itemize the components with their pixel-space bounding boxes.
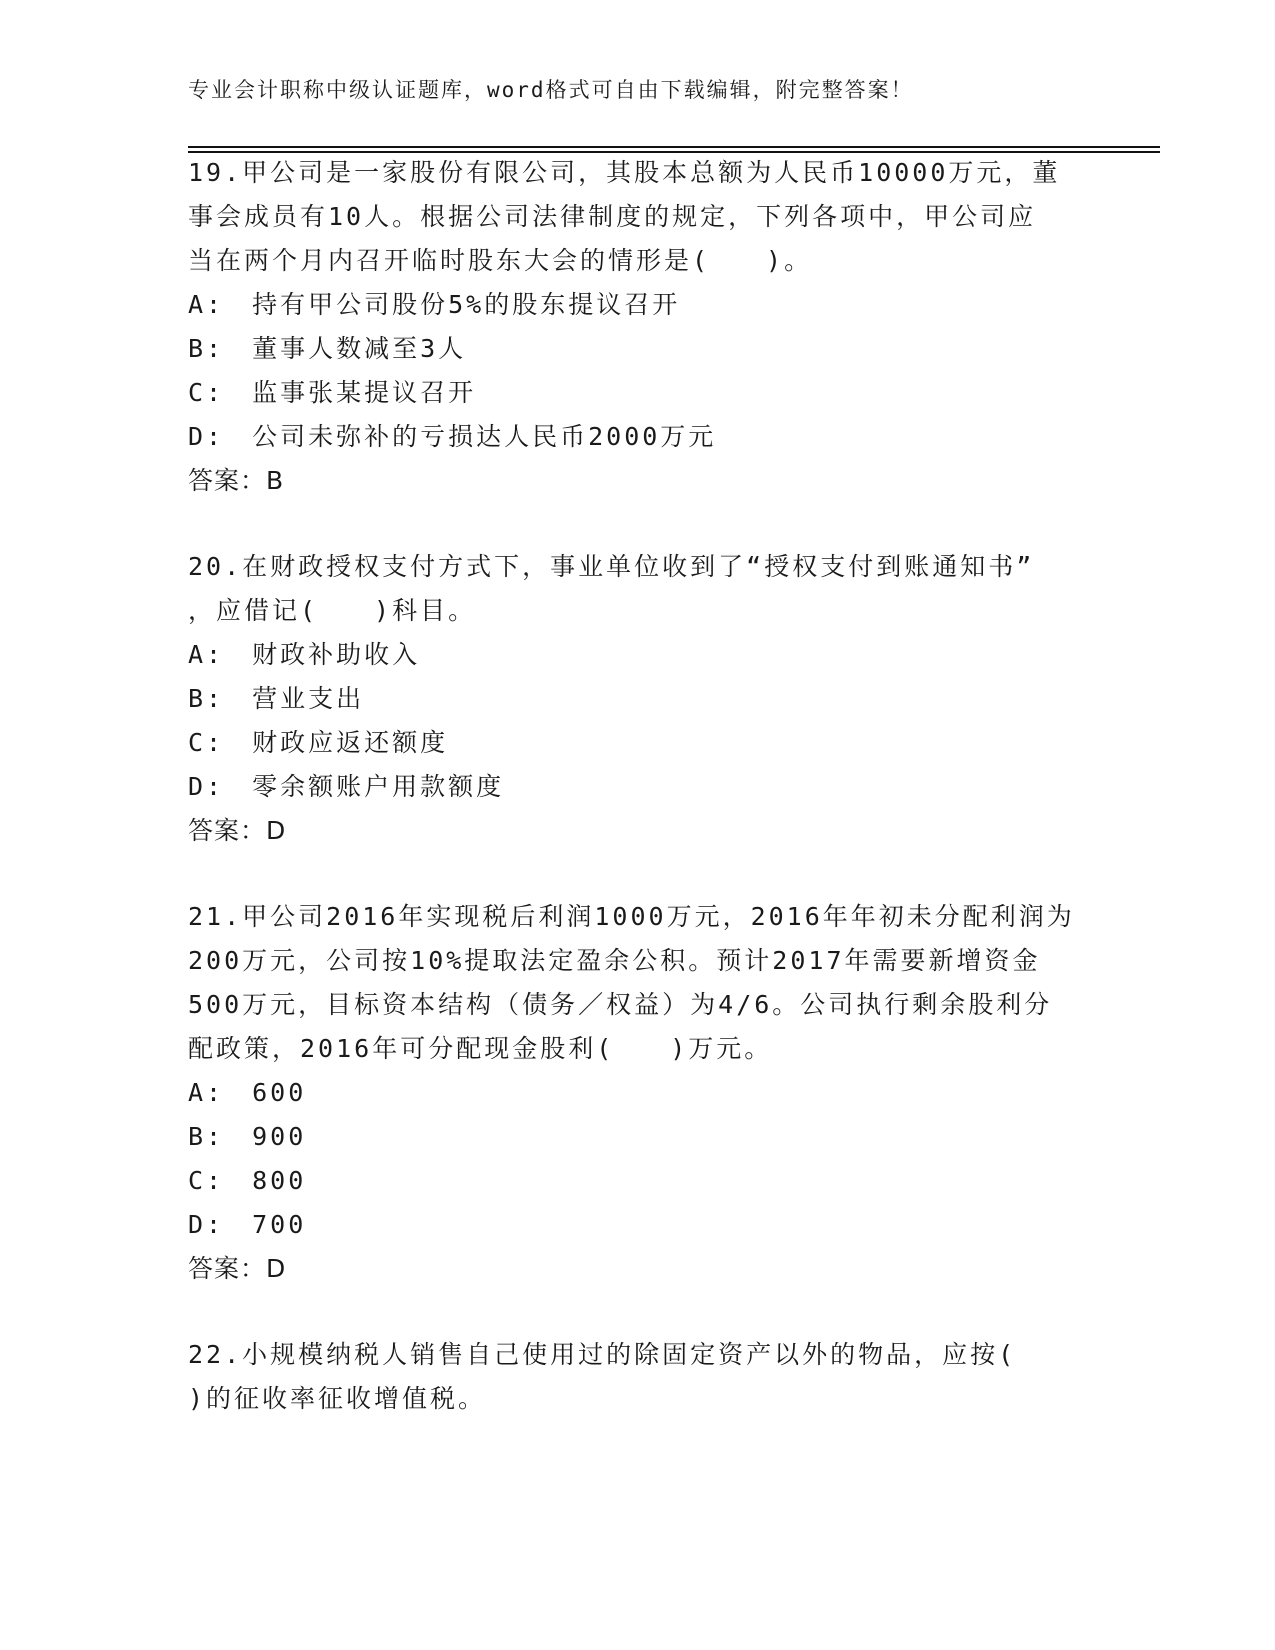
- question-21-option-c: C: 800: [188, 1166, 307, 1195]
- question-21-option-a: A: 600: [188, 1078, 307, 1107]
- page-header: 专业会计职称中级认证题库，word格式可自由下载编辑，附完整答案！: [188, 78, 914, 102]
- question-20-option-b: B: 营业支出: [188, 684, 365, 713]
- question-19-answer: 答案：B: [188, 466, 285, 495]
- question-19-option-b: B: 董事人数减至3人: [188, 334, 467, 363]
- question-19-option-a: A: 持有甲公司股份5%的股东提议召开: [188, 290, 681, 319]
- question-21-answer: 答案：D: [188, 1254, 287, 1283]
- header-rule-bottom: [188, 151, 1160, 153]
- question-20-line-2: ，应借记( )科目。: [188, 596, 477, 625]
- question-21-line-4: 配政策，2016年可分配现金股利( )万元。: [188, 1034, 773, 1063]
- question-20-option-a: A: 财政补助收入: [188, 640, 421, 669]
- question-19-option-c: C: 监事张某提议召开: [188, 378, 477, 407]
- question-21-option-d: D: 700: [188, 1210, 307, 1239]
- question-20-line-1: 20.在财政授权支付方式下，事业单位收到了“授权支付到账通知书”: [188, 552, 1035, 581]
- question-20-answer: 答案：D: [188, 816, 287, 845]
- question-21-line-3: 500万元，目标资本结构（债务／权益）为4/6。公司执行剩余股利分: [188, 990, 1053, 1019]
- question-21-option-b: B: 900: [188, 1122, 307, 1151]
- question-22-line-2: )的征收率征收增值税。: [188, 1384, 487, 1413]
- question-21-line-2: 200万元，公司按10%提取法定盈余公积。预计2017年需要新增资金: [188, 946, 1041, 975]
- question-19-line-2: 事会成员有10人。根据公司法律制度的规定，下列各项中，甲公司应: [188, 202, 1037, 231]
- question-20-option-d: D: 零余额账户用款额度: [188, 772, 505, 801]
- question-20-option-c: C: 财政应返还额度: [188, 728, 449, 757]
- question-19-option-d: D: 公司未弥补的亏损达人民币2000万元: [188, 422, 717, 451]
- header-rule-top: [188, 146, 1160, 148]
- question-19-line-3: 当在两个月内召开临时股东大会的情形是( )。: [188, 246, 813, 275]
- question-21-line-1: 21.甲公司2016年实现税后利润1000万元，2016年年初未分配利润为: [188, 902, 1075, 931]
- question-19-line-1: 19.甲公司是一家股份有限公司，其股本总额为人民币10000万元，董: [188, 158, 1061, 187]
- question-22-line-1: 22.小规模纳税人销售自己使用过的除固定资产以外的物品，应按(: [188, 1340, 1017, 1369]
